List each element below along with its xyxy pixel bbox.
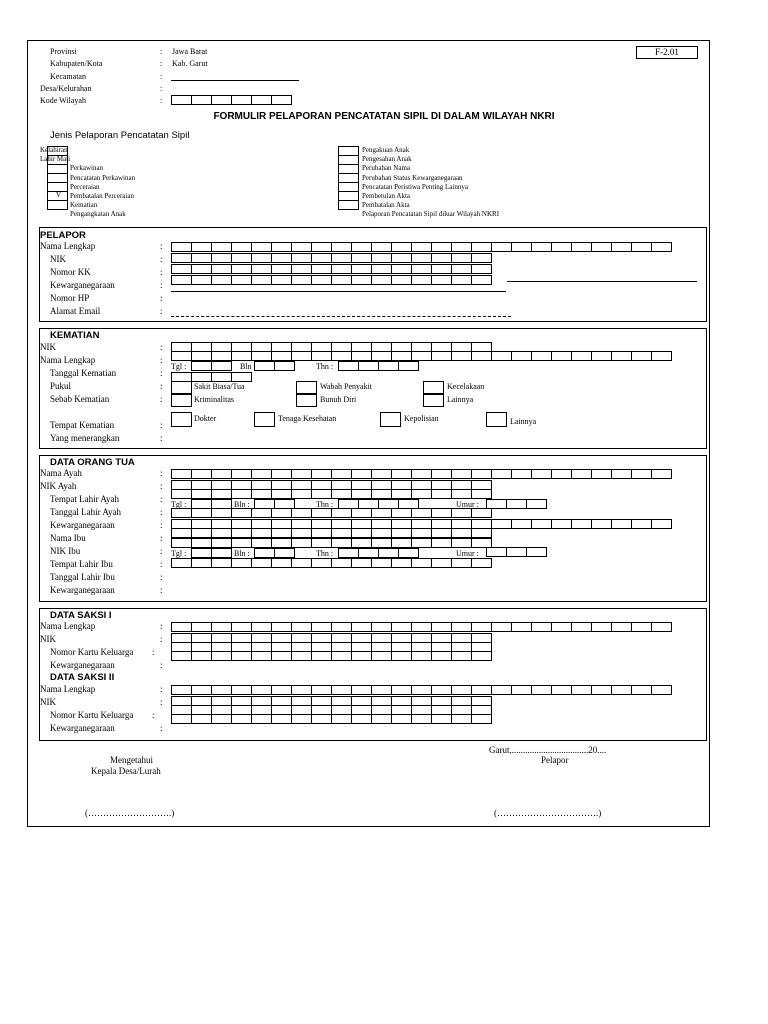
ortu-label-4: Kewarganegaraan	[50, 520, 115, 530]
menerangkan-3: Lainnya	[510, 417, 537, 426]
saksi2-kewarganegaraan-boxes[interactable]	[171, 714, 491, 724]
pelapor-heading: PELAPOR	[40, 230, 86, 241]
kabupaten-label: Kabupaten/Kota	[50, 59, 103, 68]
pelapor-hp-line[interactable]	[171, 291, 506, 292]
kematian-tgl-label: Tgl :	[171, 362, 187, 371]
colon: :	[160, 394, 163, 404]
ortu-heading: DATA ORANG TUA	[50, 457, 135, 468]
menerangkan-polisi-checkbox[interactable]	[380, 412, 401, 427]
colon: :	[160, 280, 163, 290]
colon: :	[152, 710, 155, 720]
kecamatan-field[interactable]	[171, 80, 299, 81]
jenis-right-2: Perubahan Nama	[362, 164, 411, 172]
saksi2-label-1: NIK	[40, 697, 56, 707]
ibu-bln-boxes[interactable]	[254, 548, 294, 558]
kematian-pukul-label: Pukul	[50, 381, 72, 391]
colon: :	[160, 306, 163, 316]
sebab-kriminalitas-checkbox[interactable]	[171, 394, 192, 407]
colon: :	[160, 494, 163, 504]
checkbox-kematian[interactable]	[47, 200, 68, 210]
colon: :	[160, 546, 163, 556]
form-title: FORMULIR PELAPORAN PENCATATAN SIPIL DI DALAM WILAYAH NKRI	[213, 111, 555, 122]
jenis-right-5: Pembetulan Akta	[362, 192, 411, 200]
sebab-lainnya-checkbox[interactable]	[423, 394, 444, 407]
saksi2-nama-boxes[interactable]	[171, 685, 671, 695]
jenis-right-6: Pembatalan Akta	[362, 201, 410, 209]
provinsi-value: Jawa Barat	[172, 47, 208, 56]
kematian-menerangkan-label: Yang menerangkan	[50, 433, 120, 443]
sebab-3: Kriminalitas	[194, 395, 234, 404]
jenis-right-4: Pencatatan Peristiwa Penting Lainnya	[362, 183, 468, 191]
kematian-heading: KEMATIAN	[50, 330, 100, 341]
sebab-bunuh-diri-checkbox[interactable]	[296, 394, 317, 407]
colon: :	[160, 520, 163, 530]
colon: :	[160, 507, 163, 517]
menerangkan-lainnya-checkbox[interactable]	[486, 412, 507, 427]
colon: :	[160, 723, 163, 733]
saksi2-label-2: Nomor Kartu Keluarga	[50, 710, 134, 720]
ortu-label-3: Tanggal Lahir Ayah	[50, 507, 122, 517]
colon: :	[160, 96, 163, 105]
colon: :	[160, 47, 163, 56]
kematian-nama-boxes[interactable]	[171, 351, 671, 361]
saksi1-label-3: Kewarganegaraan	[50, 660, 115, 670]
sebab-wabah-checkbox[interactable]	[296, 381, 317, 394]
check-mark: V	[56, 191, 62, 199]
provinsi-label: Provinsi	[50, 47, 77, 56]
colon: :	[160, 572, 163, 582]
pelapor-nik-boxes[interactable]	[171, 253, 491, 263]
ortu-nik-ibu-boxes[interactable]	[171, 528, 491, 538]
colon: :	[160, 368, 163, 378]
colon: :	[160, 481, 163, 491]
pelapor-nik-label: NIK	[50, 254, 66, 264]
colon: :	[160, 420, 163, 430]
ortu-tgl-ayah-row[interactable]	[171, 508, 491, 518]
sign-right-name: (…………………………….)	[494, 808, 602, 818]
kematian-tgl-boxes[interactable]	[191, 361, 231, 371]
pelapor-nama-label: Nama Lengkap	[40, 241, 96, 251]
kematian-sebab-label: Sebab Kematian	[50, 394, 110, 404]
ortu-label-0: Nama Ayah	[40, 468, 82, 478]
sebab-1: Wabah Penyakit	[320, 382, 373, 391]
kematian-thn-label: Thn :	[316, 362, 334, 371]
colon: :	[160, 355, 163, 365]
jenis-right-3: Perubahan Status Kewarganegaraan	[362, 174, 463, 182]
ortu-label-1: NIK Ayah	[40, 481, 77, 491]
colon: :	[160, 59, 163, 68]
pelapor-kewarganegaraan-line	[507, 281, 697, 282]
kematian-nama-label: Nama Lengkap	[40, 355, 96, 365]
pelapor-kewarganegaraan-label: Kewarganegaraan	[50, 280, 115, 290]
form-code: F-2.01	[636, 46, 698, 59]
ayah-thn-label: Thn :	[316, 500, 334, 509]
ortu-label-2: Tempat Lahir Ayah	[50, 494, 120, 504]
saksi1-label-2: Nomor Kartu Keluarga	[50, 647, 134, 657]
ortu-label-8: Tanggal Lahir Ibu	[50, 572, 115, 582]
jenis-left-3: Pencatatan Perkawinan	[70, 174, 136, 182]
ayah-umur-boxes[interactable]	[486, 499, 546, 509]
colon: :	[160, 433, 163, 443]
colon: :	[160, 267, 163, 277]
ibu-tgl-label: Tgl :	[171, 549, 187, 558]
ortu-nama-ayah-boxes[interactable]	[171, 469, 671, 479]
kode-wilayah-label: Kode Wilayah	[40, 96, 86, 105]
colon: :	[160, 621, 163, 631]
ortu-label-5: Nama Ibu	[50, 533, 86, 543]
saksi2-heading: DATA SAKSI II	[50, 672, 115, 683]
sebab-2: Kecelakaan	[447, 382, 485, 391]
colon: :	[160, 254, 163, 264]
kode-wilayah-boxes[interactable]	[171, 95, 291, 105]
colon: :	[160, 241, 163, 251]
jenis-right-0: Pengakuan Anak	[362, 146, 410, 154]
colon: :	[160, 585, 163, 595]
jenis-left-2: Perkawinan	[70, 164, 104, 172]
pelapor-kk-boxes[interactable]	[171, 264, 491, 274]
colon: :	[160, 697, 163, 707]
pelapor-email-line[interactable]	[171, 316, 511, 317]
ayah-tgl-label: Tgl :	[171, 500, 187, 509]
ibu-thn-boxes[interactable]	[338, 548, 418, 558]
jenis-left-4: Perceraian	[70, 183, 100, 191]
ortu-label-9: Kewarganegaraan	[50, 585, 115, 595]
sebab-0: Sakit Biasa/Tua	[194, 382, 245, 391]
colon: :	[160, 342, 163, 352]
colon: :	[160, 468, 163, 478]
jenis-right-7: Pelaporan Pencatatan Sipil diluar Wilayah NKRI	[362, 210, 500, 218]
pelapor-kewarganegaraan-boxes[interactable]	[171, 275, 491, 285]
saksi1-label-1: NIK	[40, 634, 56, 644]
sebab-kecelakaan-checkbox[interactable]	[423, 381, 444, 394]
pelapor-email-label: Alamat Email	[50, 306, 101, 316]
sebab-5: Lainnya	[447, 395, 474, 404]
ibu-umur-label: Umur :	[456, 549, 479, 558]
ortu-tempat-ayah-boxes[interactable]	[171, 489, 491, 499]
colon: :	[160, 72, 163, 81]
ibu-umur-boxes[interactable]	[486, 547, 546, 557]
jenis-left-7: Pengangkatan Anak	[70, 210, 126, 218]
colon: :	[160, 634, 163, 644]
kematian-bln-boxes[interactable]	[254, 361, 294, 371]
sebab-sakit-checkbox[interactable]	[171, 381, 192, 394]
kematian-tanggal-label: Tanggal Kematian	[50, 368, 117, 378]
ortu-tgl-ibu-row[interactable]	[171, 558, 491, 568]
sign-right-1: Pelapor	[541, 755, 569, 765]
colon: :	[160, 84, 163, 93]
kematian-thn-boxes[interactable]	[338, 361, 418, 371]
pelapor-kk-label: Nomor KK	[50, 267, 91, 277]
colon: :	[152, 647, 155, 657]
desa-label: Desa/Kelurahan	[40, 84, 92, 93]
sebab-4: Bunuh Diri	[320, 395, 357, 404]
kematian-nik-label: NIK	[40, 342, 56, 352]
saksi1-label-0: Nama Lengkap	[40, 621, 96, 631]
colon: :	[160, 660, 163, 670]
ibu-tgl-boxes[interactable]	[191, 548, 231, 558]
colon: :	[160, 559, 163, 569]
sign-left-2: Kepala Desa/Lurah	[91, 766, 161, 776]
ibu-bln-label: Bln :	[234, 549, 250, 558]
jenis-right-1: Pengesahan Anak	[362, 155, 412, 163]
saksi2-label-0: Nama Lengkap	[40, 684, 96, 694]
jenis-left-5: Pembatalan Perceraian	[70, 192, 134, 200]
sign-left-1: Mengetahui	[110, 755, 153, 765]
checkbox-right-6[interactable]	[338, 200, 359, 210]
jenis-heading: Jenis Pelaporan Pencatatan Sipil	[50, 130, 190, 141]
sign-left-name: (……………………….)	[85, 808, 175, 818]
jenis-left-0: Kelahiran	[40, 146, 68, 154]
ortu-label-7: Tempat Lahir Ibu	[50, 559, 113, 569]
saksi1-nama-boxes[interactable]	[171, 622, 671, 632]
menerangkan-nakes-checkbox[interactable]	[254, 412, 275, 427]
menerangkan-0: Dokter	[194, 414, 217, 423]
menerangkan-1: Tenaga Kesehatan	[278, 414, 337, 423]
ortu-tempat-ibu-boxes[interactable]	[171, 538, 491, 548]
colon: :	[160, 684, 163, 694]
menerangkan-dokter-checkbox[interactable]	[171, 412, 192, 427]
kecamatan-label: Kecamatan	[50, 72, 86, 81]
ayah-umur-label: Umur :	[456, 500, 479, 509]
saksi1-kewarganegaraan-boxes[interactable]	[171, 651, 491, 661]
kabupaten-value: Kab. Garut	[172, 59, 208, 68]
colon: :	[160, 533, 163, 543]
place-date: Garut,..................................20....	[489, 745, 607, 755]
kematian-bln-label: Bln	[240, 362, 252, 371]
colon: :	[160, 381, 163, 391]
saksi1-heading: DATA SAKSI I	[50, 610, 112, 621]
pelapor-nama-boxes[interactable]	[171, 242, 671, 252]
ibu-thn-label: Thn :	[316, 549, 334, 558]
pelapor-hp-label: Nomor HP	[50, 293, 90, 303]
menerangkan-2: Kepolisian	[404, 414, 439, 423]
jenis-left-6: Kematian	[70, 201, 98, 209]
jenis-left-1: Lahir Mati	[40, 155, 71, 163]
ortu-label-6: NIK Ibu	[50, 546, 81, 556]
kematian-tempat-label: Tempat Kematian	[50, 420, 115, 430]
saksi2-label-3: Kewarganegaraan	[50, 723, 115, 733]
ayah-bln-label: Bln :	[234, 500, 250, 509]
colon: :	[160, 293, 163, 303]
